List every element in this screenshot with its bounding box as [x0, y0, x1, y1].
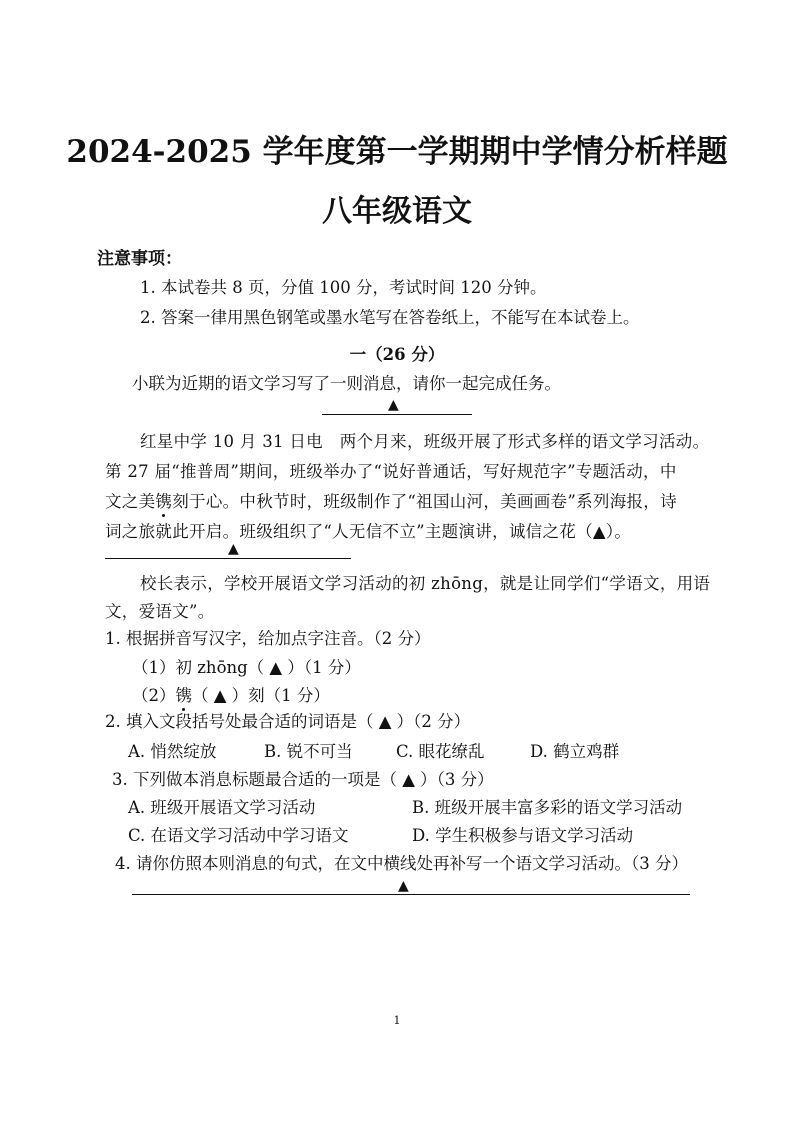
news-line-3-end: 刻于心。中秋节时，班级制作了“祖国山河，美画画卷”系列海报，诗: [172, 492, 677, 511]
news-line-1: 红星中学 10 月 31 日电 两个月来，班级开展了形式多样的语文学习活动。: [140, 432, 710, 451]
question-1-part-1: （1）初 zhōng（ ▲ ）（1 分）: [132, 658, 361, 677]
question-1: 1. 根据拼音写汉字，给加点字注音。（2 分）: [105, 629, 431, 648]
news-para2-line-1: 校长表示，学校开展语文学习活动的初 zhōng，就是让同学们“学语文，用语: [140, 574, 711, 593]
answer-blank-line: [322, 414, 472, 415]
notice-heading: 注意事项：: [97, 249, 182, 269]
news-line-3-start: 文之美: [105, 492, 156, 511]
question-1-part-2: （2）镌（ ▲ ）刻（1 分）: [132, 686, 330, 705]
question-2: 2. 填入文段括号处最合适的词语是（ ▲ ）（2 分）: [105, 712, 471, 731]
section-title: 一（26 分）: [349, 345, 445, 364]
q3-option-b: B. 班级开展丰富多彩的语文学习活动: [412, 798, 683, 817]
q3-option-c: C. 在语文学习活动中学习语文: [128, 826, 349, 845]
question-3: 3. 下列做本消息标题最合适的一项是（ ▲ ）（3 分）: [112, 770, 494, 789]
news-line-2: 第 27 届“推普周”期间，班级举办了“说好普通话，写好规范字”专题活动，中: [105, 462, 677, 481]
section-intro: 小联为近期的语文学习写了一则消息，请你一起完成任务。: [132, 374, 561, 393]
question-4: 4. 请你仿照本则消息的句式，在文中横线处再补写一个语文学习活动。（3 分）: [115, 854, 688, 873]
notice-item-2: 2. 答案一律用黑色钢笔或墨水笔写在答卷纸上，不能写在本试卷上。: [140, 308, 640, 327]
dotted-character: 镌: [155, 492, 173, 511]
answer-blank-line: [132, 894, 690, 895]
exam-title: 2024-2025 学年度第一学期期中学情分析样题: [66, 134, 728, 170]
q2-option-c: C. 眼花缭乱: [396, 742, 485, 761]
q2-option-d: D. 鹤立鸡群: [530, 742, 620, 761]
news-line-3: [105, 488, 677, 512]
q2-option-a: A. 悄然绽放: [128, 742, 217, 761]
q3-option-a: A. 班级开展语文学习活动: [128, 798, 316, 817]
answer-blank-marker: ▲: [228, 541, 239, 557]
answer-blank-line: [105, 558, 351, 559]
q3-option-d: D. 学生积极参与语文学习活动: [412, 826, 634, 845]
page-number: 1: [393, 1014, 401, 1027]
answer-blank-marker: ▲: [398, 878, 409, 894]
notice-item-1: 1. 本试卷共 8 页，分值 100 分，考试时间 120 分钟。: [140, 278, 547, 297]
q2-option-b: B. 锐不可当: [264, 742, 353, 761]
exam-subject: 八年级语文: [322, 194, 472, 229]
news-para2-line-2: 文，爱语文”。: [105, 602, 215, 621]
news-line-4: 词之旅就此开启。班级组织了“人无信不立”主题演讲，诚信之花（▲）。: [105, 522, 632, 541]
dotted-character: 镌: [175, 686, 192, 705]
answer-blank-marker: ▲: [388, 397, 399, 413]
